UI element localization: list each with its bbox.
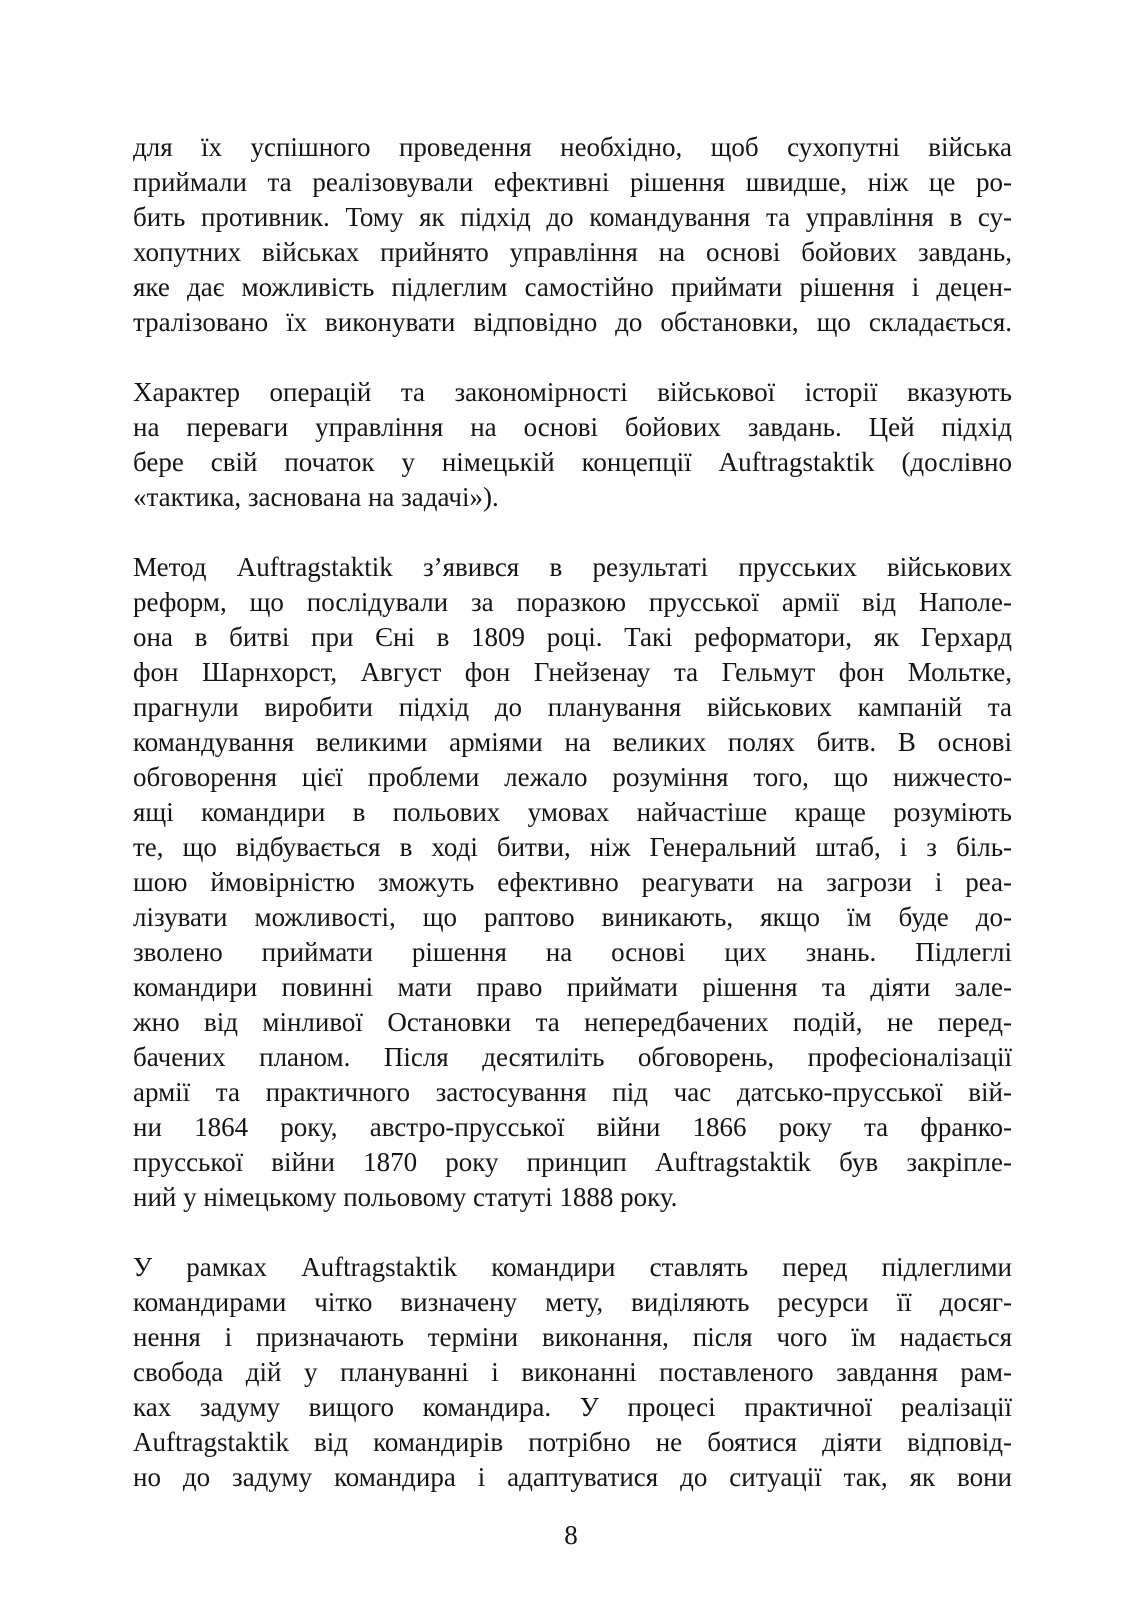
text-line: зволено приймати рішення на основі цих знань. Підлеглі [133, 937, 1012, 967]
text-line: жно від мінливої Остановки та непередбачених подій, не перед- [133, 1007, 1012, 1037]
text-line: ках задуму вищого командира. У процесі практичної реалізації [133, 1392, 1012, 1422]
text-line: командирами чітко визначену мету, виділяють ресурси її досяг- [133, 1287, 1012, 1317]
text-line: тралізовано їх виконувати відповідно до обстановки, що складається. [133, 307, 1012, 337]
page-text-block [133, 130, 1012, 1530]
text-line: фон Шарнхорст, Август фон Гнейзенау та Гельмут фон Мольтке, [133, 657, 1012, 687]
paragraph [133, 130, 1012, 340]
text-line: шою ймовірністю зможуть ефективно реагувати на загрози і реа- [133, 867, 1012, 897]
text-line: бачених планом. Після десятиліть обговорень, професіоналізації [133, 1042, 1012, 1072]
text-line: на переваги управління на основі бойових завдань. Цей підхід [133, 412, 1012, 442]
text-line: обговорення цієї проблеми лежало розуміння того, що нижчесто- [133, 762, 1012, 792]
text-line: командування великими арміями на великих полях битв. В основі [133, 727, 1012, 757]
text-line: реформ, що послідували за поразкою прусської армії від Наполе- [133, 587, 1012, 617]
text-line: прусської війни 1870 року принцип Auftragstaktik був закріпле- [133, 1147, 1012, 1177]
text-line: командири повинні мати право приймати рішення та діяти зале- [133, 972, 1012, 1002]
paragraph [133, 1250, 1012, 1495]
text-line: Auftragstaktik від командирів потрібно не боятися діяти відповід- [133, 1427, 1012, 1457]
text-line: Метод Auftragstaktik з’явився в результаті прусських військових [133, 552, 1012, 582]
text-line: яке дає можливість підлеглим самостійно приймати рішення і децен- [133, 272, 1012, 302]
text-line: бере свій початок у німецькій концепції Auftragstaktik (дослівно [133, 447, 1012, 477]
text-line: лізувати можливості, що раптово виникають, якщо їм буде до- [133, 902, 1012, 932]
text-line: «тактика, заснована на задачі»). [133, 482, 499, 512]
text-line: те, що відбувається в ході битви, ніж Генеральний штаб, і з біль- [133, 832, 1012, 862]
text-line: но до задуму командира і адаптуватися до ситуації так, як вони [133, 1462, 1012, 1492]
text-line: она в битві при Єні в 1809 році. Такі реформатори, як Герхард [133, 622, 1012, 652]
page-number: 8 [564, 1520, 578, 1550]
text-line: для їх успішного проведення необхідно, щоб сухопутні війська [133, 132, 1012, 162]
text-line: ящі командири в польових умовах найчастіше краще розуміють [133, 797, 1012, 827]
paragraph [133, 375, 1012, 515]
text-line: ний у німецькому польовому статуті 1888 року. [133, 1182, 678, 1212]
text-line: У рамках Auftragstaktik командири ставлять перед підлеглими [133, 1252, 1012, 1282]
text-line: приймали та реалізовували ефективні рішення швидше, ніж це ро- [133, 167, 1012, 197]
text-line: ни 1864 року, австро-прусської війни 1866 року та франко- [133, 1112, 1012, 1142]
text-line: Характер операцій та закономірності військової історії вказують [133, 377, 1012, 407]
text-line: свобода дій у плануванні і виконанні поставленого завдання рам- [133, 1357, 1012, 1387]
text-line: армії та практичного застосування під час датсько-прусської вій- [133, 1077, 1012, 1107]
text-line: нення і призначають терміни виконання, після чого їм надається [133, 1322, 1012, 1352]
paragraph [133, 550, 1012, 1215]
text-line: бить противник. Тому як підхід до командування та управління в су- [133, 202, 1012, 232]
text-line: прагнули виробити підхід до планування військових кампаній та [133, 692, 1012, 722]
text-line: хопутних військах прийнято управління на основі бойових завдань, [133, 237, 1012, 267]
